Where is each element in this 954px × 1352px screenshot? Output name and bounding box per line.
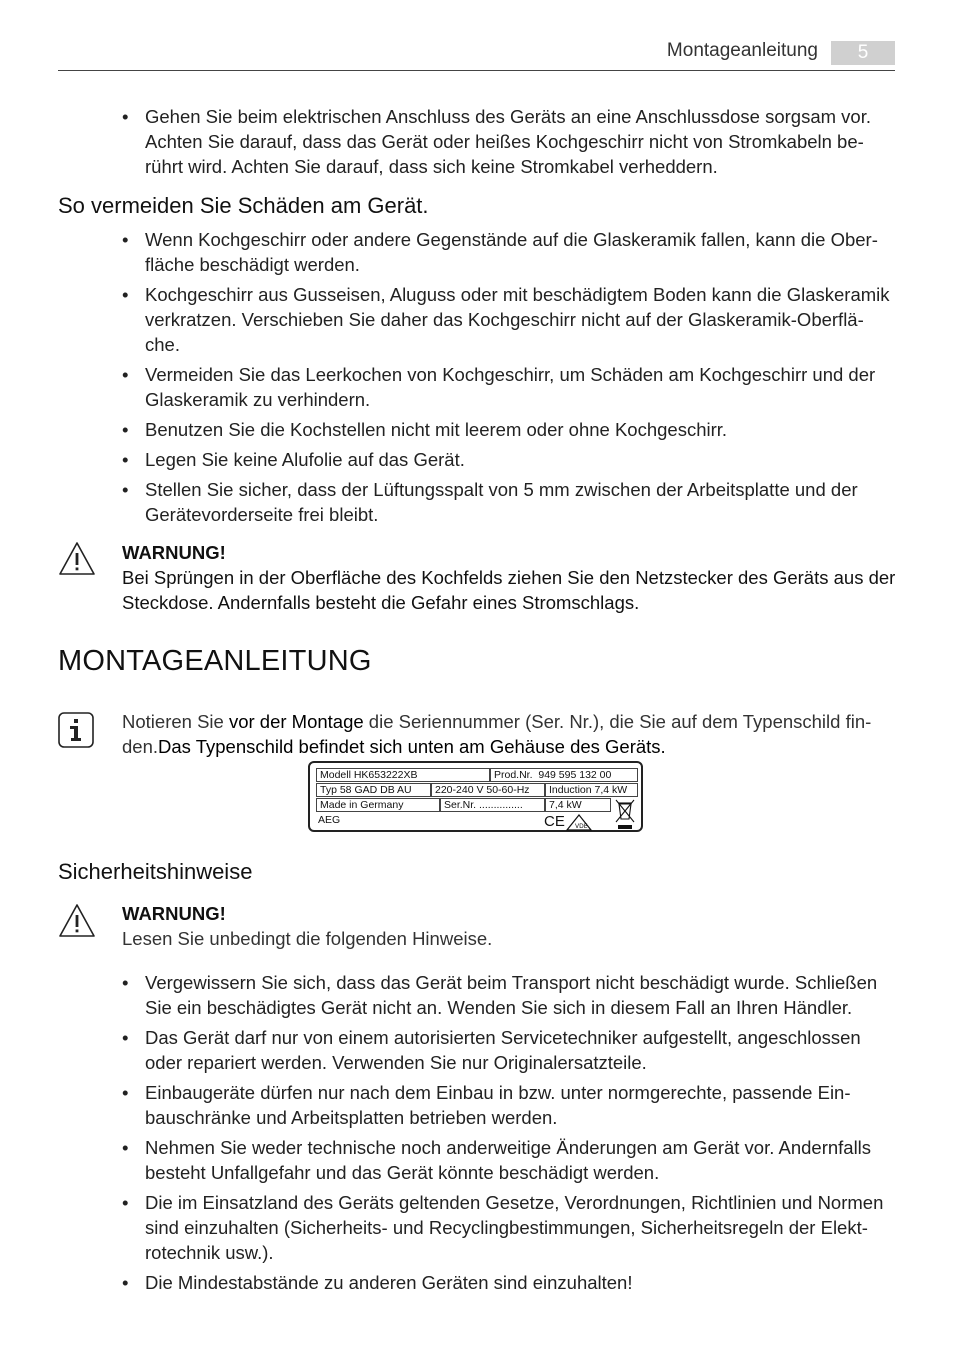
- warning-title: WARNUNG!: [122, 542, 226, 563]
- safety-bullet-list: [122, 970, 892, 1300]
- warning-triangle-icon: [58, 903, 96, 939]
- info-icon: [58, 712, 94, 748]
- running-header-title: Montageanleitung: [666, 40, 818, 61]
- type-plate: [308, 761, 643, 832]
- plate-made-in: Made in Germany: [316, 798, 440, 812]
- svg-text:VDE: VDE: [575, 823, 588, 830]
- page-title: MONTAGEANLEITUNG: [58, 645, 372, 677]
- info-text-part3: die Seriennummer (Ser. Nr.), die Sie auf dem Typenschild finden.: [122, 711, 872, 757]
- section-heading-safety: Sicherheitshinweise: [58, 859, 253, 884]
- info-text-emphasis: vor der Montage: [228, 711, 364, 732]
- plate-induction: Induction 7,4 kW: [545, 783, 638, 797]
- warning-text: Lesen Sie unbedingt die folgenden Hinweise.: [122, 928, 493, 949]
- section-heading-damage: So vermeiden Sie Schäden am Gerät.: [58, 193, 429, 218]
- list-item: • Die im Einsatzland des Geräts geltenden Gesetze, Verordnungen, Richtlinien und Normen sind einzuhalten (Sicherheits- und Recyclingbestimmungen, Sicherheitsregeln der Elektrotechnik usw.).: [122, 1190, 892, 1265]
- list-item: • Kochgeschirr aus Gusseisen, Aluguss oder mit beschädigtem Boden kann die Glaskeramik verkratzen. Verschieben Sie daher das Kochgeschirr nicht auf der Glaskeramik-Oberfläche.: [122, 282, 892, 357]
- plate-prod-label: Prod.Nr.: [494, 769, 533, 781]
- list-item: • Das Gerät darf nur von einem autorisierten Servicetechniker aufgestellt, angeschlossen oder repariert werden. Verwenden Sie nur Originalersatzteile.: [122, 1025, 892, 1075]
- page-number: 5: [831, 41, 895, 65]
- list-item: • Nehmen Sie weder technische noch anderweitige Änderungen am Gerät vor. Andernfalls besteht Unfallgefahr und das Gerät könnte beschädigt werden.: [122, 1135, 892, 1185]
- plate-power: 7,4 kW: [545, 798, 611, 812]
- list-item: • Vermeiden Sie das Leerkochen von Kochgeschirr, um Schäden am Kochgeschirr und der Glaskeramik zu verhindern.: [122, 362, 892, 412]
- list-item: • Wenn Kochgeschirr oder andere Gegenstände auf die Glaskeramik fallen, kann die Oberfläche beschädigt werden.: [122, 227, 892, 277]
- list-item: • Stellen Sie sicher, dass der Lüftungsspalt von 5 mm zwischen der Arbeitsplatte und der Gerätevorderseite frei bleibt.: [122, 477, 892, 527]
- list-item: • Legen Sie keine Alufolie auf das Gerät.: [122, 447, 892, 472]
- list-item: • Die Mindestabstände zu anderen Geräten sind einzuhalten!: [122, 1270, 892, 1295]
- safety-warning: [122, 901, 897, 951]
- certification-triangle-icon: [566, 814, 592, 831]
- damage-bullet-list: [122, 227, 892, 532]
- header-rule: [58, 70, 895, 71]
- list-item: • Gehen Sie beim elektrischen Anschluss des Geräts an eine Anschlussdose sorgsam vor. Achten Sie darauf, dass das Gerät oder heißes Kochgeschirr nicht von Stromkabeln berührt wird. Achten Sie darauf, dass sich keine Stromkabel verheddern.: [122, 104, 892, 179]
- plate-serial: Ser.Nr. ...............: [440, 798, 545, 812]
- info-text-part4: Das Typenschild befindet sich unten am Gehäuse des Geräts.: [158, 736, 666, 757]
- info-text-part1: Notieren Sie: [122, 711, 229, 732]
- list-item: • Vergewissern Sie sich, dass das Gerät beim Transport nicht beschädigt wurde. Schließen Sie ein beschädigtes Gerät nicht an. Wenden Sie sich in diesem Fall an Ihren Händler.: [122, 970, 892, 1020]
- intro-bullet-list: [122, 104, 892, 184]
- damage-warning: [122, 540, 897, 615]
- list-item: • Benutzen Sie die Kochstellen nicht mit leerem oder ohne Kochgeschirr.: [122, 417, 892, 442]
- plate-prod-cell: [490, 768, 638, 782]
- plate-type: Typ 58 GAD DB AU: [316, 783, 431, 797]
- plate-brand: AEG: [318, 814, 341, 826]
- warning-text: Bei Sprüngen in der Oberfläche des Kochfelds ziehen Sie den Netzstecker des Geräts aus der Steckdose. Andernfalls besteht die Gefahr eines Stromschlags.: [122, 567, 896, 613]
- plate-prod-value: 949 595 132 00: [538, 769, 612, 781]
- weee-bin-icon: [614, 798, 636, 832]
- list-item: • Einbaugeräte dürfen nur nach dem Einbau in bzw. unter normgerechte, passende Einbauschränke und Arbeitsplatten betrieben werden.: [122, 1080, 892, 1130]
- plate-voltage: 220-240 V 50-60-Hz: [431, 783, 545, 797]
- info-note: [122, 709, 897, 759]
- ce-mark: CE: [544, 813, 565, 830]
- warning-title: WARNUNG!: [122, 903, 226, 924]
- plate-model: Modell HK653222XB: [316, 768, 490, 782]
- warning-triangle-icon: [58, 541, 96, 577]
